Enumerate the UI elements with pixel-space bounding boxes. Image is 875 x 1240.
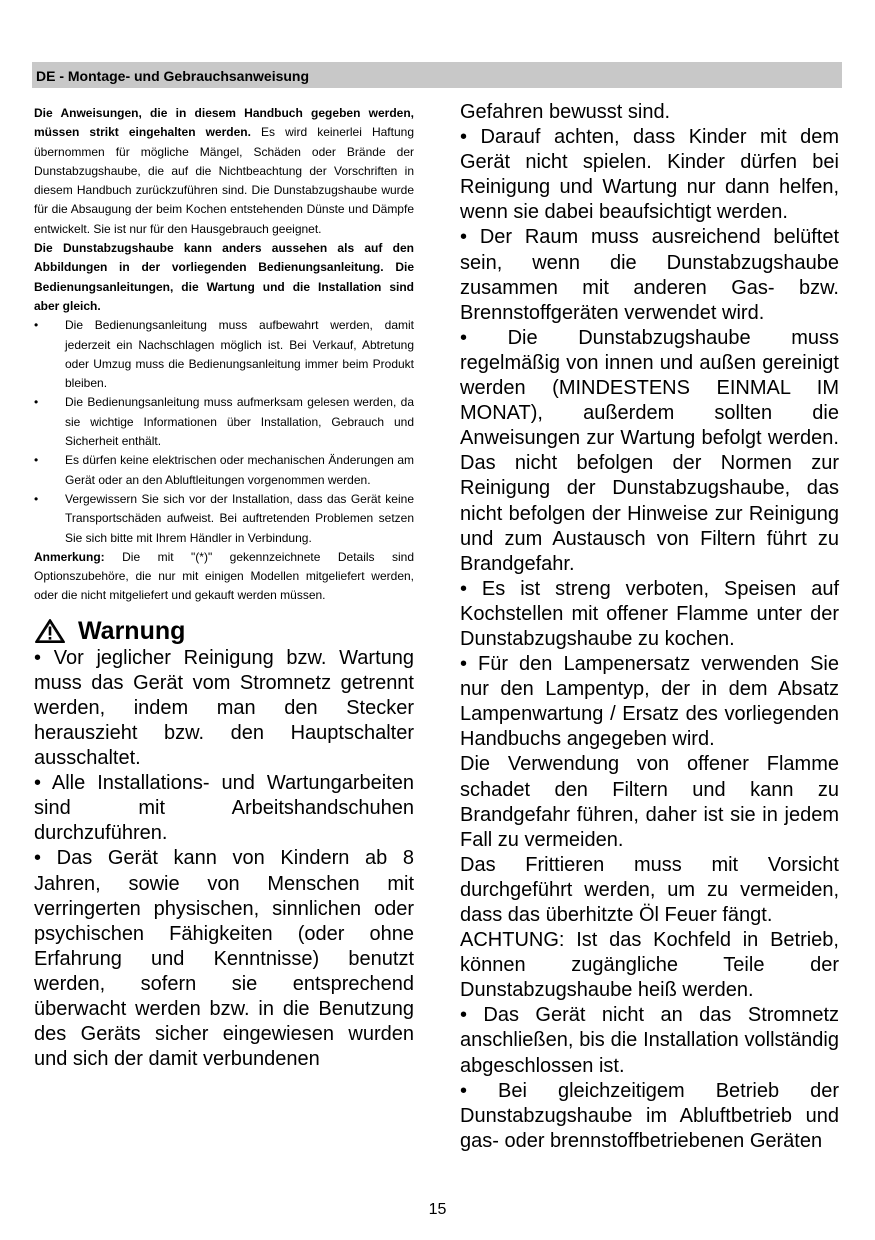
bullet-item: • Die Bedienungsanleitung muss aufmerksam gelesen werden, da sie wichtige Informationen über Installation, Gebrauch und Sicherheit enthält. <box>34 393 414 451</box>
warning-block <box>34 646 414 1073</box>
bullet-item: • Die Bedienungsanleitung muss aufbewahrt werden, damit jederzeit ein Nachschlagen möglich ist. Bei Verkauf, Abtretung oder Umzug muss die Bedienungsanleitung immer beim Produkt bleiben. <box>34 316 414 393</box>
page-number: 15 <box>428 1201 447 1218</box>
safety-paragraph: Gefahren bewusst sind. <box>460 101 671 123</box>
right-column <box>460 100 839 1154</box>
safety-paragraph: • Der Raum muss ausreichend belüftet sein, wenn die Dunstabzugshaube zusammen mit anderen Gas- bzw. Brennstoffgeräten verwendet wird. <box>460 226 839 324</box>
section-header <box>32 62 842 88</box>
intro-bold-text: Die Anweisungen, die in diesem Handbuch gegeben werden, müssen strikt eingehalten werden. <box>34 106 414 140</box>
warning-paragraph: • Alle Installations- und Wartungarbeiten sind mit Arbeitshandschuhen durchzuführen. <box>34 772 414 845</box>
safety-paragraph: • Das Gerät nicht an das Stromnetz anschließen, bis die Installation vollständig abgeschlossen ist. <box>460 1004 839 1077</box>
intro-paragraph <box>34 104 414 239</box>
safety-paragraph: ACHTUNG: Ist das Kochfeld in Betrieb, können zugängliche Teile der Dunstabzugshaube heiß werden. <box>460 929 839 1002</box>
bullet-item: • Vergewissern Sie sich vor der Installation, dass das Gerät keine Transportschäden aufweist. Bei auftretenden Problemen setzen Sie sich bitte mit Ihrem Händler in Verbindung. <box>34 490 414 548</box>
safety-paragraph: Die Verwendung von offener Flamme schadet den Filtern und kann zu Brandgefahr führen, daher ist sie in jedem Fall zu vermeiden. <box>460 753 839 851</box>
note-paragraph <box>34 548 414 606</box>
bullet-item: • Es dürfen keine elektrischen oder mechanischen Änderungen am Gerät oder an den Abluftleitungen vorgenommen werden. <box>34 451 414 490</box>
appearance-notice: Die Dunstabzugshaube kann anders aussehen als auf den Abbildungen in der vorliegenden Bedienungsanleitung. Die Bedienungsanleitungen, die Wartung und die Installation sind aber gleich. <box>34 241 414 313</box>
safety-paragraph: Das Frittieren muss mit Vorsicht durchgeführt werden, um zu vermeiden, dass das überhitzte Öl Feuer fängt. <box>460 853 839 926</box>
note-text: Die mit "(*)" gekennzeichnete Details sind Optionszubehöre, die nur mit einigen Modellen mitgeliefert werden, oder die nicht mitgeliefert und gekauft werden müssen. <box>34 549 414 603</box>
safety-paragraph: • Bei gleichzeitigem Betrieb der Dunstabzugshaube im Abluftbetrieb und gas- oder brennstoffbetriebenen Geräten <box>460 1079 839 1152</box>
safety-paragraph: • Darauf achten, dass Kinder mit dem Gerät nicht spielen. Kinder dürfen bei Reinigung und Wartung nur dann helfen, wenn sie dabei beaufsichtigt werden. <box>460 126 839 224</box>
warning-triangle-icon <box>34 618 66 644</box>
warning-paragraph: • Das Gerät kann von Kindern ab 8 Jahren, sowie von Menschen mit verringerten physischen, sinnlichen oder psychischen Fähigkeiten (oder ohne Erfahrung und Kenntnisse) benutzt werden, sofern sie entsprechend überwacht werden bzw. in die Benutzung des Geräts sicher eingewiesen wurden und sich der damit verbundenen <box>34 847 414 1071</box>
note-label: Anmerkung: <box>34 549 105 564</box>
warning-heading <box>34 616 414 646</box>
left-column <box>34 104 414 1072</box>
safety-paragraph: • Es ist streng verboten, Speisen auf Kochstellen mit offener Flamme unter der Dunstabzugshaube zu kochen. <box>460 577 839 650</box>
warning-title: Warnung <box>78 616 186 645</box>
section-title: DE - Montage- und Gebrauchsanweisung <box>36 68 310 84</box>
intro-text: Es wird keinerlei Haftung übernommen für mögliche Mängel, Schäden oder Brände der Dunstabzugshaube, die auf die Nichtbeachtung der Vorschriften in diesem Handbuch zurückzuführen sind. Die Dunstabzugshaube wurde für die Absaugung der beim Kochen entstehenden Dünste und Dämpfe entwickelt. Sie ist nur für den Hausgebrauch geeignet. <box>34 125 414 236</box>
safety-paragraph: • Die Dunstabzugshaube muss regelmäßig von innen und außen gereinigt werden (MINDESTENS EINMAL IM MONAT), außerdem sollten die Anweisungen zur Wartung befolgt werden. Das nicht befolgen der Normen zur Reinigung der Dunstabzugshaube, das nicht befolgen der Hinweise zur Reinigung und zum Austausch von Filtern führt zu Brandgefahr. <box>460 326 839 575</box>
warning-paragraph: • Vor jeglicher Reinigung bzw. Wartung muss das Gerät vom Stromnetz getrennt werden, indem man den Stecker herauszieht bzw. den Hauptschalter ausschaltet. <box>34 646 414 770</box>
safety-paragraph: • Für den Lampenersatz verwenden Sie nur den Lampentyp, der in dem Absatz Lampenwartung / Ersatz des vorliegenden Handbuchs angegeben wird. <box>460 653 839 751</box>
intro-block <box>34 104 414 606</box>
instruction-bullet-list <box>34 316 414 548</box>
